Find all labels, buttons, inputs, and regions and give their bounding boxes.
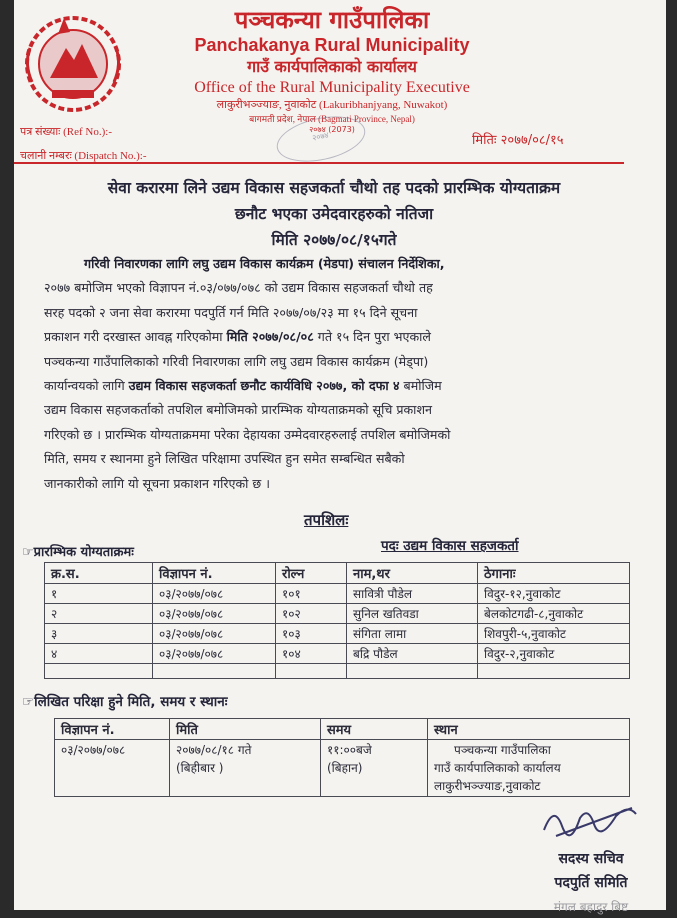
col-adv-no: विज्ञापन नं. [55,719,170,740]
tapashil-heading: तपशिलः [304,511,349,529]
notice-title-line-1: सेवा करारमा लिने उद्यम विकास सहजकर्ता चौथो तह पदको प्रारम्भिक योग्यताक्रम [107,179,561,197]
nepal-emblem-logo [20,8,126,116]
municipality-name-np: पञ्चकन्या गाउँपालिका [234,6,430,34]
body-line-4: प्रकाशन गरी दरखास्त आवह्न गरिएकोमा मिति २०७७/०८/०८ गते १५ दिन पुरा भएकाले [44,329,431,345]
header-divider [14,162,624,164]
col-time: समय [321,719,428,740]
office-name-en: Office of the Rural Municipality Executive [194,79,470,96]
merit-list-table [44,562,630,679]
table-header-row [45,563,630,584]
body-line-7: उद्यम विकास सहजकर्ताको तपशिल बमोजिमको प्रारम्भिक योग्यताक्रमको सूचि प्रकाशन [44,402,432,418]
body-line-5: पञ्चकन्या गाउँपालिकाको गरिवी निवारणका लागि लघु उद्यम विकास कार्यक्रम (मेड्पा) [44,353,429,369]
committee-name: पदपुर्ति समिति [554,875,628,891]
dispatch-number-label: चलानी नम्बरः (Dispatch No.):- [20,150,147,162]
body-line-3: सरह पदको २ जना सेवा करारमा पदपुर्ति गर्न मिति २०७७/०७/२३ मा १५ दिने सूचना [44,304,418,320]
body-line-8: गरिएको छ । प्रारम्भिक योग्यताक्रममा परेका देहायका उम्मेदवारहरुलाई तपशिल बमोजिमको [44,426,451,442]
exam-date: २०७७/०८/१८ गते (बिहीबार ) [170,740,321,797]
notice-title-date: मिति २०७७/०८/१५गते [271,231,397,249]
exam-schedule-table [54,718,630,797]
col-address: ठेगानाः [478,563,630,584]
notice-title-line-2: छनौट भएका उमेदवारहरुको नतिजा [234,205,434,223]
notice-document [14,0,666,914]
col-sn: क्र.स. [45,563,153,584]
exam-venue: पञ्चकन्या गाउँपालिका गाउँ कार्यपालिकाको कार्यालय लाकुरीभञ्ज्याङ,नुवाकोट [428,740,630,797]
address-line-2: बागमती प्रदेश, नेपाल (Bagmati Province, Nepal) [249,114,415,124]
table-header-row [55,719,630,740]
body-line-9: मिति, समय र स्थानमा हुने लिखित परिक्षामा उपस्थित हुन समेत सम्बन्धित सबैको [44,451,405,467]
col-roll: रोल्न [276,563,347,584]
established-year: २०७४ (2073) [309,125,355,134]
table-row: ३ ०३/२०७७/०७८ १०३ संगिता लामा शिवपुरी-५,नुवाकोट [45,624,630,644]
signatory-title: सदस्य सचिव [558,851,624,867]
exam-adv-no: ०३/२०७७/०७८ [55,740,170,797]
ref-number-label: पत्र संख्याः (Ref No.):- [20,126,113,138]
body-line-2: २०७७ बमोजिम भएको विज्ञापन नं.०३/०७७/०७८ को उद्यम विकास सहजकर्ता चौथो तह [44,280,433,296]
post-title: पदः उद्यम विकास सहजकर्ता [381,538,519,554]
handwritten-signature [536,796,646,844]
table-row: २ ०३/२०७७/०७८ १०२ सुनिल खतिवडा बेलकोटगढी-८,नुवाकोट [45,604,630,624]
signature-block [526,796,656,918]
letter-date: मितिः २०७७/०८/१५ [472,133,564,148]
written-exam-heading: ☞लिखित परिक्षा हुने मिति, समय र स्थानः [22,694,228,710]
notice-body [44,252,640,496]
municipality-name-en: Panchakanya Rural Municipality [194,35,470,55]
address-line-1: लाकुरीभञ्ज्याङ, नुवाकोट (Lakuribhanjyang, Nuwakot) [216,99,448,111]
office-name-np: गाउँ कार्यपालिकाको कार्यालय [247,57,417,76]
table-row: ४ ०३/२०७७/०७८ १०४ बद्रि पौडेल विदुर-२,नुवाकोट [45,644,630,664]
col-date: मिति [170,719,321,740]
col-venue: स्थान [428,719,630,740]
table-row-empty [45,664,630,679]
signatory-name: मंगल बहादुर बिष्ट [553,900,629,914]
table-row [55,740,630,797]
table-row: १ ०३/२०७७/०७८ १०१ सावित्री पौडेल विदुर-१२,नुवाकोट [45,584,630,604]
body-line-6: कार्यान्वयको लागि उद्यम विकास सहजकर्ता छनौट कार्यविधि २०७७, को दफा ४ बमोजिम [44,378,442,394]
exam-time: ११:००बजे (बिहान) [321,740,428,797]
col-name: नाम,थर [347,563,478,584]
office-stamp: २०७४ [273,109,370,169]
body-line-1: गरिवी निवारणका लागि लघु उद्यम विकास कार्यक्रम (मेडपा) संचालन निर्देशिका, [84,256,445,271]
col-adv-no: विज्ञापन नं. [153,563,276,584]
preliminary-merit-heading: ☞प्रारम्भिक योग्यताक्रमः [22,545,134,560]
body-line-10: जानकारीको लागि यो सूचना प्रकाशन गरिएको छ । [44,475,271,491]
